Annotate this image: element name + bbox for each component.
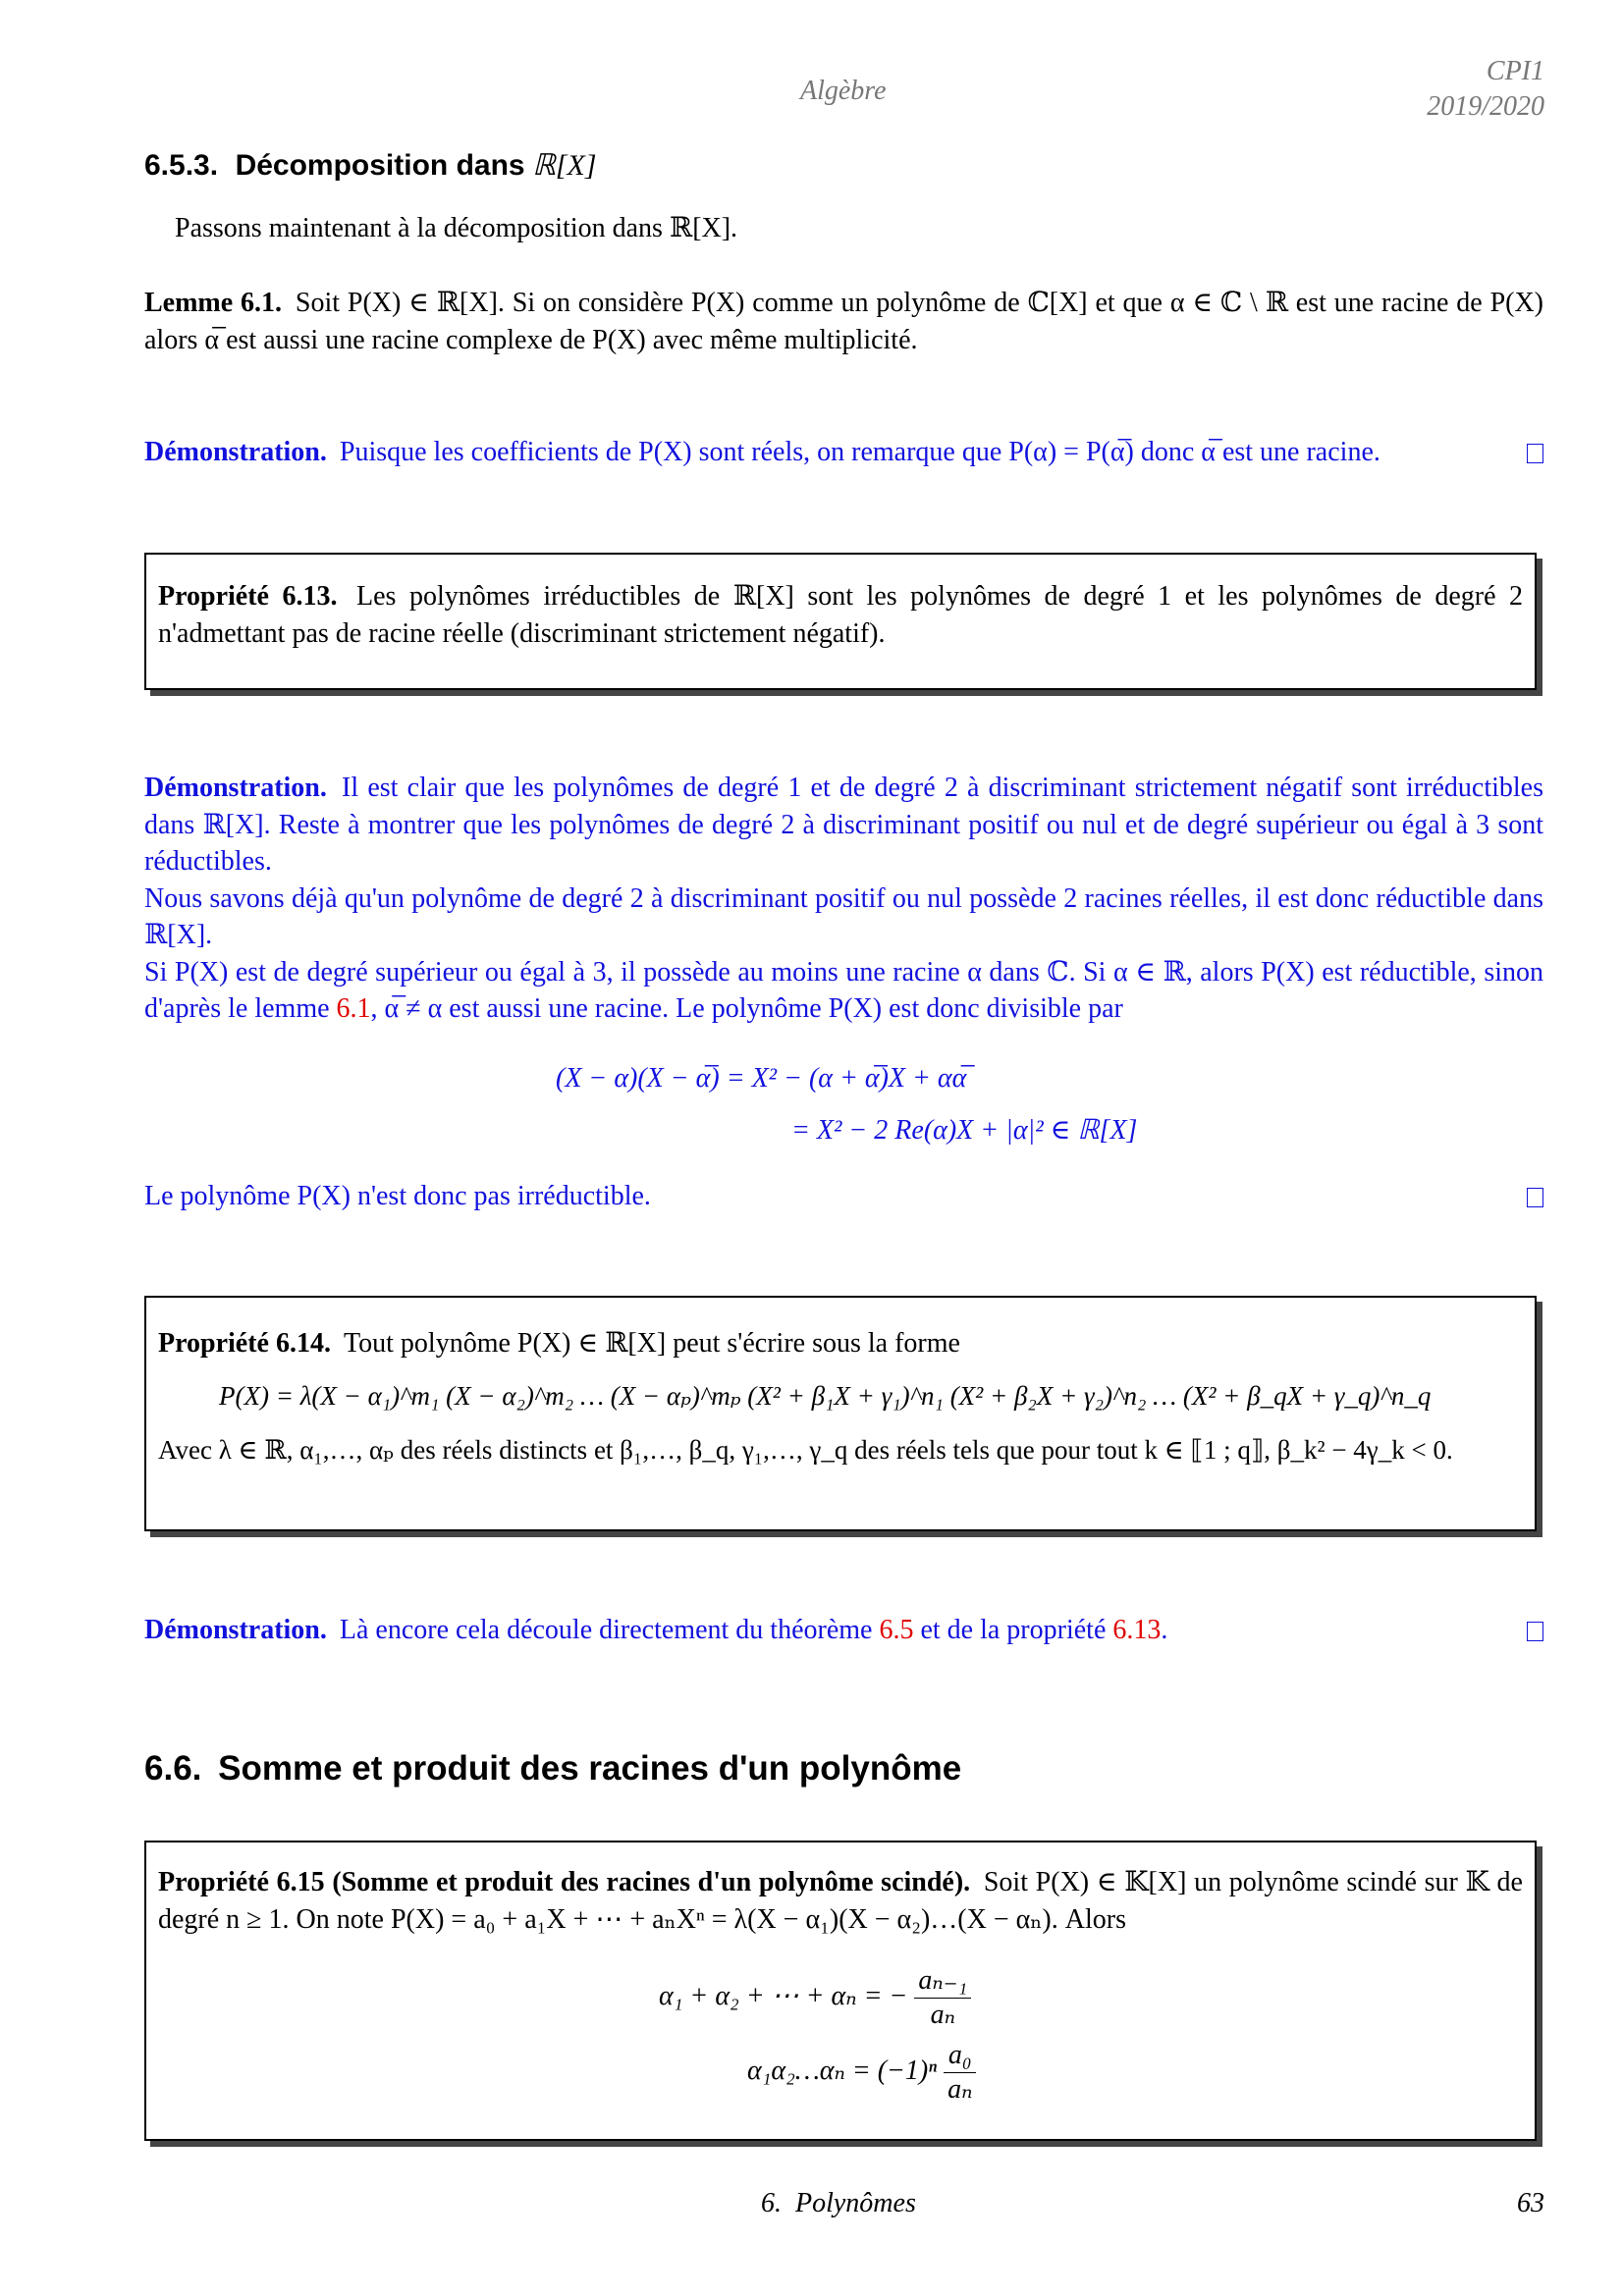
proof-conclusion xyxy=(144,1178,1543,1215)
product-lhs: α₁α₂…αₙ = (−1)ⁿ xyxy=(747,2055,938,2086)
equation-line-2: = X² − 2 Re(α)X + |α|² ∈ ℝ[X] xyxy=(791,1115,1138,1146)
proof-conclusion-text: Le polynôme P(X) n'est donc pas irréductible. xyxy=(144,1181,651,1211)
proof-label: Démonstration. xyxy=(144,1615,327,1645)
sum-lhs: α₁ + α₂ + ⋯ + αₙ = − xyxy=(659,1980,908,2011)
lemma-reference-link[interactable]: 6.1 xyxy=(336,993,371,1024)
subsection-intro: Passons maintenant à la décomposition dans ℝ[X]. xyxy=(175,213,738,243)
running-header-year: 2019/2020 xyxy=(1427,91,1544,122)
proof-text: Puisque les coefficients de P(X) sont réels, on remarque que P(α) = P(α̅) donc α̅ est une racine. xyxy=(339,437,1380,467)
proof-text-1: Il est clair que les polynômes de degré 1 et de degré 2 à discriminant strictement négatif sont irréductibles dans ℝ[X]. Reste à montrer que les polynômes de degré 2 à discriminant positif ou nul et de degré supérieur ou égal à 3 sont réductibles. xyxy=(144,773,1543,877)
subsection-title: Décomposition dans xyxy=(235,149,525,182)
proof-label: Démonstration. xyxy=(144,437,327,467)
qed-square-icon xyxy=(1527,444,1543,463)
lemma-label: Lemme 6.1. xyxy=(144,288,283,318)
proof-paragraph-1 xyxy=(144,770,1543,881)
proof-text-3b: , α̅ ≠ α est aussi une racine. Le polynôme P(X) est donc divisible par xyxy=(370,993,1123,1024)
section-title: Somme et produit des racines d'un polynôme xyxy=(218,1749,962,1788)
property-label: Propriété 6.14. xyxy=(158,1328,331,1359)
product-fraction xyxy=(944,2039,976,2107)
footer-page-number: 63 xyxy=(1517,2188,1544,2218)
proof-paragraph-3 xyxy=(144,954,1543,1028)
property-6-13-box xyxy=(144,553,1537,690)
property-condition: Avec λ ∈ ℝ, α₁,…, αₚ des réels distincts et β₁,…, β_q, γ₁,…, γ_q des réels tels que pour tout k ∈ ⟦1 ; q⟧, β_k² − 4γ_k < 0. xyxy=(158,1435,1453,1465)
subsection-number: 6.5.3. xyxy=(144,149,219,182)
proof-paragraph-2: Nous savons déjà qu'un polynôme de degré 2 à discriminant positif ou nul possède 2 racines réelles, il est donc réductible dans ℝ[X]. xyxy=(144,882,1543,950)
proof-text-3a: Si P(X) est de degré supérieur ou égal à 3, il possède au moins une racine α dans ℂ. Si α ∈ ℝ, alors P(X) est réductible, sinon d'après le lemme xyxy=(144,956,1543,1024)
property-6-13 xyxy=(158,578,1523,652)
sum-denominator: aₙ xyxy=(930,2000,955,2030)
running-header-class: CPI1 xyxy=(1486,56,1544,86)
property-6-15-box xyxy=(144,1841,1537,2141)
property-intro: Tout polynôme P(X) ∈ ℝ[X] peut s'écrire sous la forme xyxy=(343,1328,960,1359)
lemma-6-1 xyxy=(144,285,1543,358)
qed-square-icon xyxy=(1527,1622,1543,1641)
subsection-title-math: ℝ[X] xyxy=(532,149,597,182)
proof-label: Démonstration. xyxy=(144,773,327,803)
proof-text-a: Là encore cela découle directement du théorème xyxy=(339,1615,873,1645)
product-numerator: a₀ xyxy=(944,2039,976,2073)
vieta-sum-equation xyxy=(659,1964,971,2032)
product-denominator: aₙ xyxy=(947,2074,973,2105)
proof-text-b: et de la propriété xyxy=(920,1615,1107,1645)
proof-lemma-6-1 xyxy=(144,434,1543,471)
running-header-title: Algèbre xyxy=(800,76,887,106)
sum-fraction xyxy=(914,1964,971,2032)
section-number: 6.6. xyxy=(144,1749,202,1788)
property-label: Propriété 6.15 (Somme et produit des racines d'un polynôme scindé). xyxy=(158,1867,971,1897)
property-6-14-box xyxy=(144,1296,1537,1531)
property-label: Propriété 6.13. xyxy=(158,581,338,612)
property-reference-link[interactable]: 6.13 xyxy=(1112,1615,1162,1645)
property-text: Soit P(X) ∈ 𝕂[X] un polynôme scindé sur 𝕂 de degré n ≥ 1. On note P(X) = a₀ + a₁X + ⋯ + aₙXⁿ = λ(X − α₁)(X − α₂)…(X − αₙ). Alors xyxy=(158,1867,1523,1935)
qed-square-icon xyxy=(1527,1188,1543,1207)
theorem-reference-link[interactable]: 6.5 xyxy=(879,1615,914,1645)
equation-line-1: (X − α)(X − α̅) = X² − (α + α̅)X + αα̅ xyxy=(556,1063,967,1094)
property-text: Les polynômes irréductibles de ℝ[X] sont les polynômes de degré 1 et les polynômes de degré 2 n'admettant pas de racine réelle (discriminant strictement négatif). xyxy=(158,581,1524,649)
vieta-product-equation xyxy=(747,2039,976,2107)
property-6-14-intro xyxy=(158,1325,1523,1362)
proof-property-6-13 xyxy=(144,770,1543,1028)
property-6-15-statement xyxy=(158,1864,1523,1938)
sum-numerator: aₙ₋₁ xyxy=(914,1964,971,1999)
lemma-text: Soit P(X) ∈ ℝ[X]. Si on considère P(X) comme un polynôme de ℂ[X] et que α ∈ ℂ \ ℝ est une racine de P(X) alors α̅ est aussi une racine complexe de P(X) avec même multiplicité. xyxy=(144,288,1544,355)
proof-property-6-14 xyxy=(144,1612,1543,1649)
decomposition-formula: P(X) = λ(X − α₁)^m₁ (X − α₂)^m₂ … (X − αₚ)^mₚ (X² + β₁X + γ₁)^n₁ (X² + β₂X + γ₂)^n₂ … (X² + β_qX + γ_q)^n_q xyxy=(219,1380,1432,1411)
footer-chapter: 6. Polynômes xyxy=(761,2188,916,2218)
section-heading xyxy=(144,1747,961,1790)
proof-text-c: . xyxy=(1161,1615,1168,1645)
subsection-heading xyxy=(144,147,597,185)
